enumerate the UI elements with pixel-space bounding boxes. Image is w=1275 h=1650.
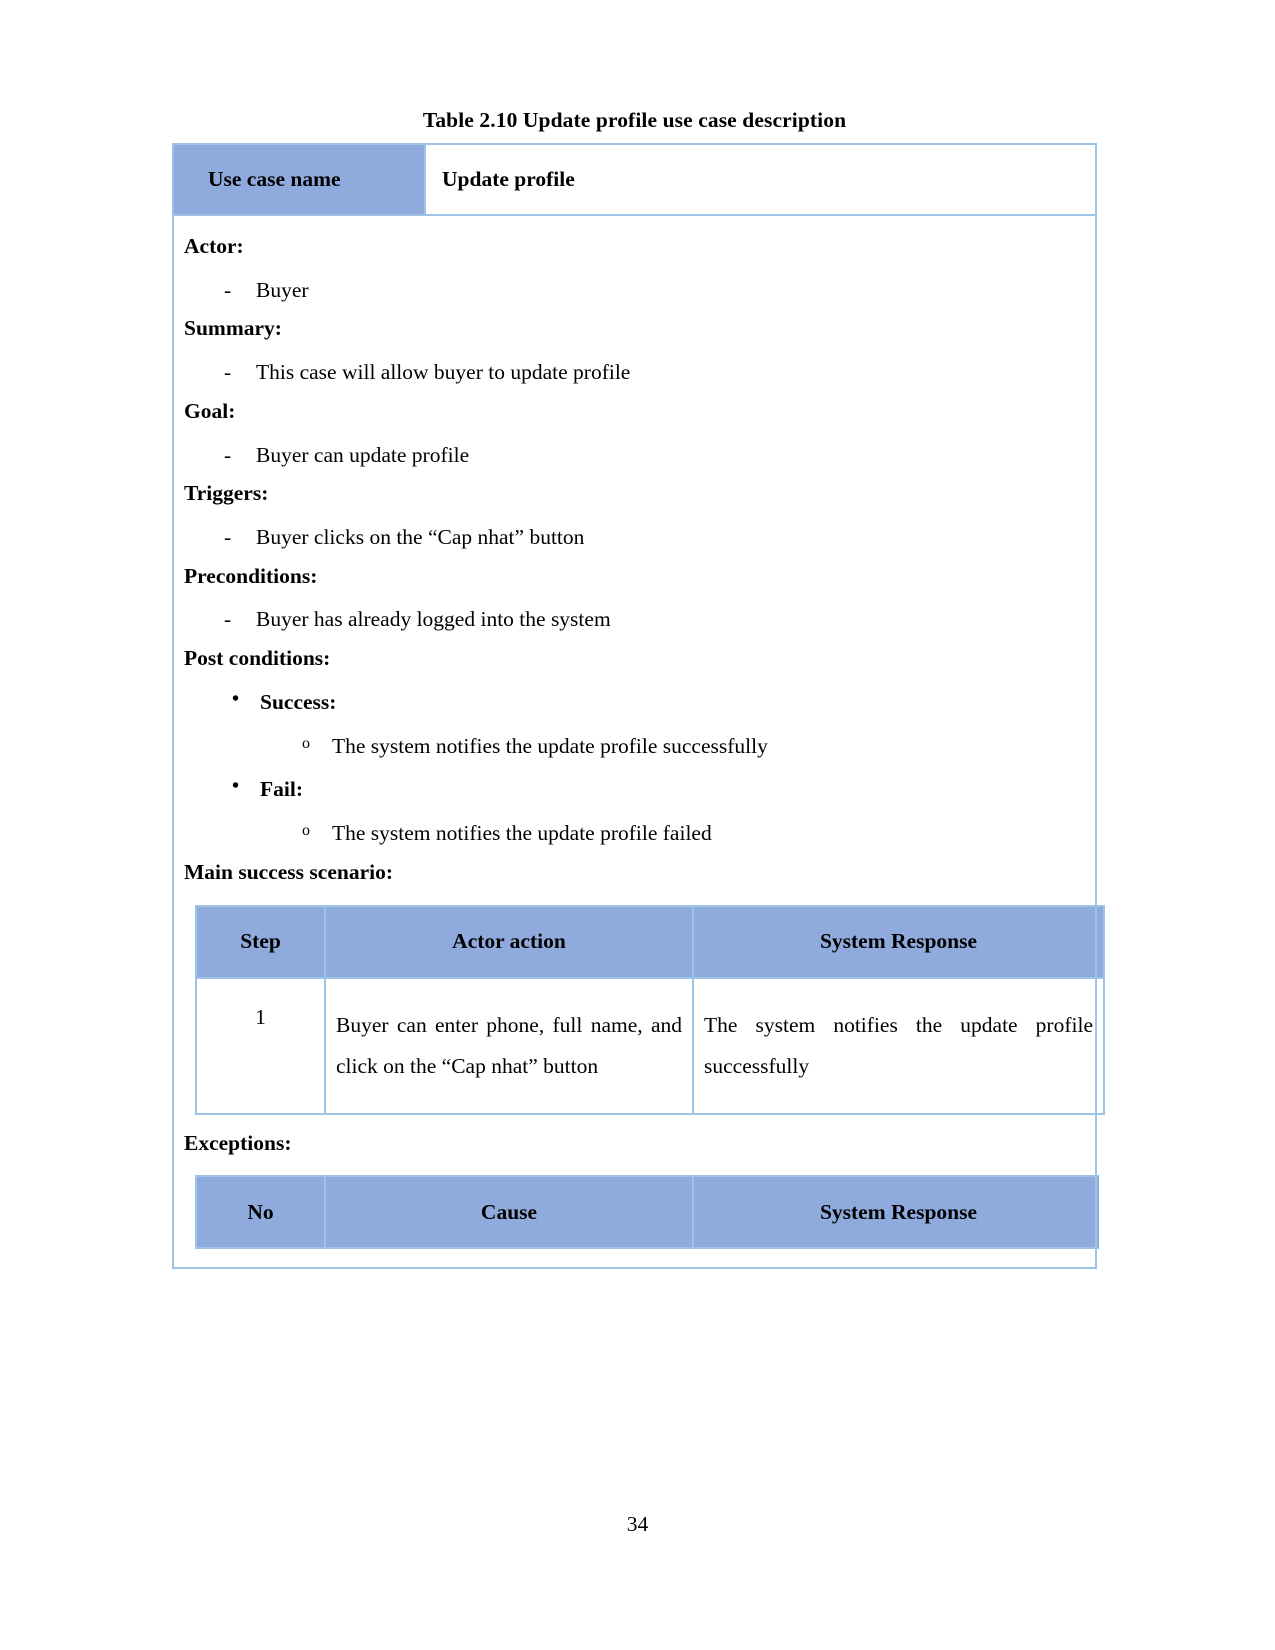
postcondition-fail-label-item — [184, 777, 1077, 802]
summary-list-item-text: This case will allow buyer to update profile — [256, 360, 631, 385]
triggers-heading: Triggers: — [184, 481, 269, 506]
goal-heading: Goal: — [184, 398, 236, 423]
postcondition-fail-item — [184, 821, 1077, 846]
postcondition-fail-label: Fail: — [260, 777, 303, 802]
main-success-scenario-heading: Main success scenario: — [184, 859, 393, 884]
use-case-body-cell — [173, 215, 1096, 1268]
exceptions-heading: Exceptions: — [184, 1130, 292, 1155]
dash-bullet-icon: - — [224, 607, 232, 632]
column-header-no: No — [196, 1176, 325, 1248]
column-header-system-response: System Response — [693, 1176, 1099, 1248]
preconditions-list-item — [184, 607, 1077, 632]
postcondition-fail-text: The system notifies the update profile failed — [332, 821, 712, 846]
postcondition-success-label-item — [184, 687, 1077, 715]
dash-bullet-icon: - — [224, 277, 232, 302]
column-header-cause: Cause — [325, 1176, 693, 1248]
postconditions-heading: Post conditions: — [184, 646, 331, 671]
postcondition-success-text: The system notifies the update profile successfully — [332, 733, 768, 758]
page-number: 34 — [626, 1512, 649, 1536]
exceptions-table — [195, 1175, 1099, 1249]
summary-heading: Summary: — [184, 316, 282, 341]
postcondition-success-item — [184, 734, 1077, 759]
triggers-list-item — [184, 525, 1077, 550]
goal-list-item — [184, 443, 1077, 468]
dash-bullet-icon: - — [224, 360, 232, 385]
dash-bullet-icon: - — [224, 525, 232, 550]
goal-list-item-text: Buyer can update profile — [256, 442, 470, 467]
cell-step: 1 — [196, 978, 325, 1114]
preconditions-heading: Preconditions: — [184, 563, 318, 588]
disc-bullet-icon: • — [232, 775, 240, 798]
use-case-name-value: Update profile — [425, 144, 1096, 215]
dash-bullet-icon: - — [224, 442, 232, 467]
preconditions-list-item-text: Buyer has already logged into the system — [256, 607, 611, 632]
actor-list-item-text: Buyer — [256, 277, 309, 302]
disc-bullet-icon: • — [232, 687, 240, 710]
actor-list-item — [184, 278, 1077, 303]
column-header-step: Step — [196, 906, 325, 978]
use-case-body-row — [173, 215, 1096, 1268]
table-row — [196, 978, 1104, 1114]
cell-actor-action: Buyer can enter phone, full name, and click on the “Cap nhat” button — [325, 978, 693, 1114]
table-caption: Table 2.10 Update profile use case description — [422, 108, 847, 132]
column-header-system-response: System Response — [693, 906, 1104, 978]
main-success-scenario-table — [195, 905, 1105, 1115]
table-header-row — [196, 906, 1104, 978]
triggers-list-item-text: Buyer clicks on the “Cap nhat” button — [256, 525, 585, 550]
use-case-name-row — [173, 144, 1096, 215]
actor-heading: Actor: — [184, 234, 244, 258]
postcondition-success-label: Success: — [260, 689, 337, 714]
use-case-name-label: Use case name — [173, 144, 425, 215]
column-header-actor-action: Actor action — [325, 906, 693, 978]
circle-bullet-icon: o — [302, 822, 310, 840]
circle-bullet-icon: o — [302, 734, 310, 752]
cell-system-response: The system notifies the update profile successfully — [693, 978, 1104, 1114]
summary-list-item — [184, 360, 1077, 385]
use-case-description-table — [172, 143, 1097, 1269]
table-header-row — [196, 1176, 1099, 1248]
exceptions-table-clip — [195, 1175, 1099, 1251]
